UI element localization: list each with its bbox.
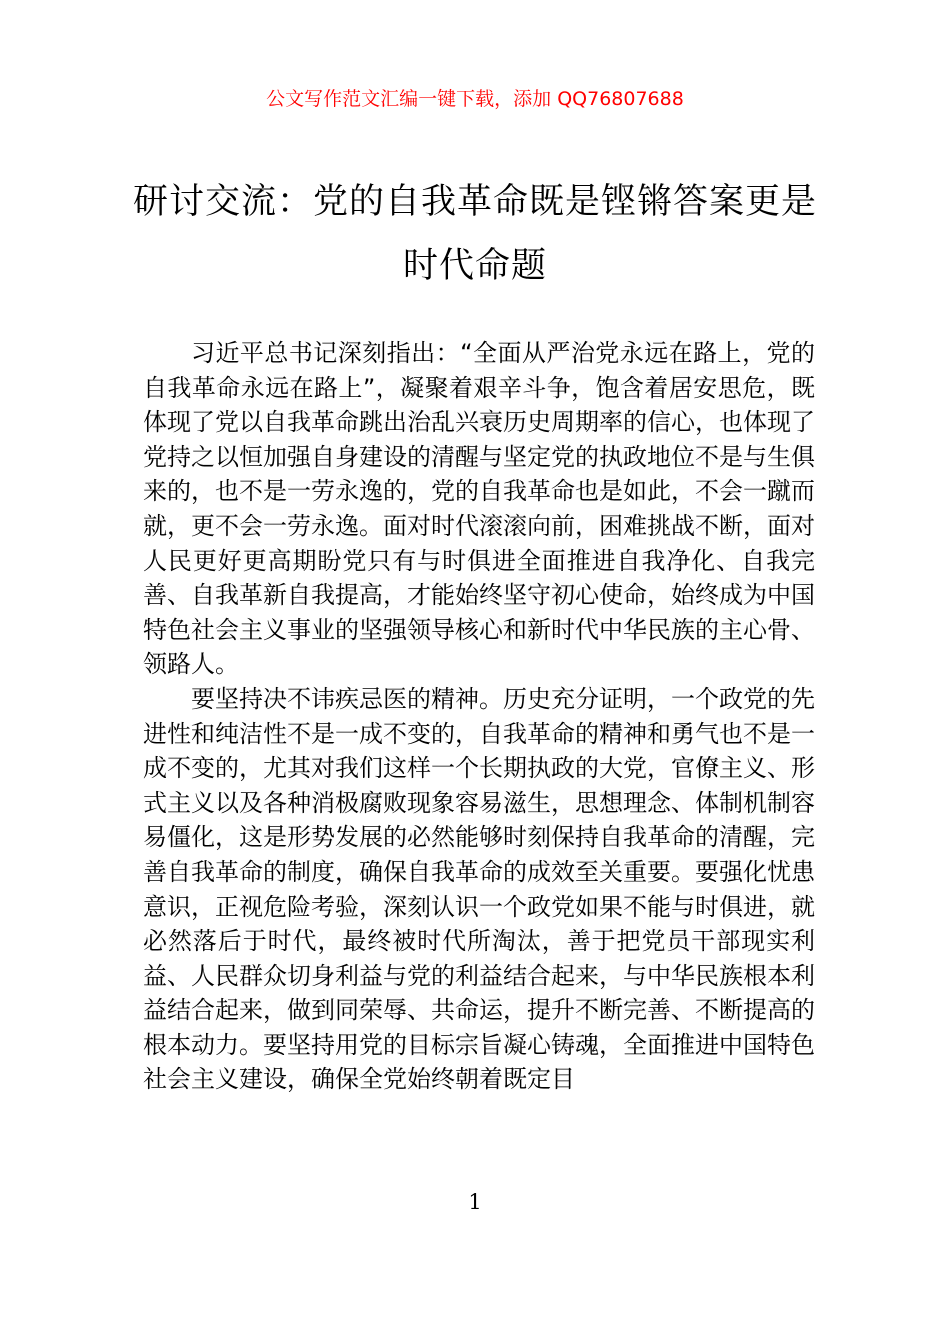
document-body bbox=[143, 336, 815, 1097]
download-notice: 公文写作范文汇编一键下载，添加 QQ76807688 bbox=[266, 88, 684, 110]
paragraph-1: 习近平总书记深刻指出：“全面从严治党永远在路上，党的自我革命永远在路上”，凝聚着艰辛斗争，饱含着居安思危，既体现了党以自我革命跳出治乱兴衰历史周期率的信心，也体现了党持之以恒加强自身建设的清醒与坚定党的执政地位不是与生俱来的，也不是一劳永逸的，党的自我革命也是如此，不会一蹴而就，更不会一劳永逸。面对时代滚滚向前，困难挑战不断，面对人民更好更高期盼党只有与时俱进全面推进自我净化、自我完善、自我革新自我提高，才能始终坚守初心使命，始终成为中国特色社会主义事业的坚强领导核心和新时代中华民族的主心骨、领路人。 bbox=[143, 339, 815, 679]
paragraph-2: 要坚持决不讳疾忌医的精神。历史充分证明，一个政党的先进性和纯洁性不是一成不变的，自我革命的精神和勇气也不是一成不变的，尤其对我们这样一个长期执政的大党，官僚主义、形式主义以及各种消极腐败现象容易滋生，思想理念、体制机制容易僵化，这是形势发展的必然能够时刻保持自我革命的清醒，完善自我革命的制度，确保自我革命的成效至关重要。要强化忧患意识，正视危险考验，深刻认识一个政党如果不能与时俱进，就必然落后于时代，最终被时代所淘汰，善于把党员干部现实利益、人民群众切身利益与党的利益结合起来，与中华民族根本利益结合起来，做到同荣辱、共命运，提升不断完善、不断提高的根本动力。要坚持用党的目标宗旨凝心铸魂，全面推进中国特色社会主义建设，确保全党始终朝着既定目 bbox=[143, 684, 815, 1094]
document-title: 研讨交流：党的自我革命既是铿锵答案更是时代命题 bbox=[132, 182, 817, 286]
page-number: 1 bbox=[468, 1190, 482, 1214]
